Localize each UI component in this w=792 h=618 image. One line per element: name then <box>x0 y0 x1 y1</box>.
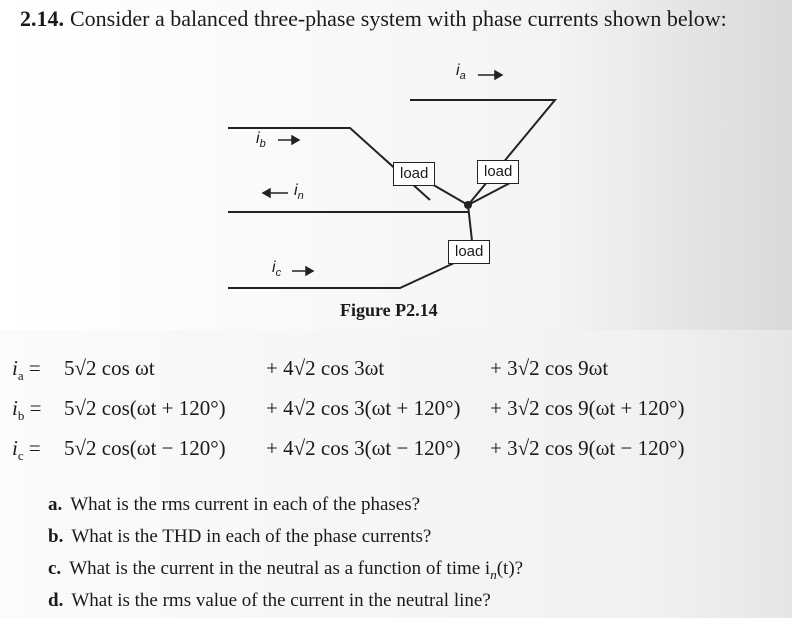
question-c-text: What is the current in the neutral as a function of time i <box>69 558 491 579</box>
current-label-ia: $i_a$ <box>456 62 466 83</box>
current-label-ia-sub: a <box>459 70 466 83</box>
equation-ic-sub: c <box>17 448 24 464</box>
equation-ib: $i_b$ = 5√2 cos(ωt + 120°) + 4√2 cos 3(ωt + 120°) + 3√2 cos 9(ωt + 120°) <box>12 396 685 424</box>
question-c-letter: c. <box>48 558 62 579</box>
current-label-in-sub: n <box>297 190 304 203</box>
arrow-ic-head <box>306 267 313 275</box>
wire-phase-a <box>410 100 555 205</box>
equation-ib-term3: + 3√2 cos 9(ωt + 120°) <box>490 396 685 420</box>
wire-star-c <box>468 205 472 241</box>
wire-star-a <box>468 183 510 205</box>
equation-ia-term2: + 4√2 cos 3ωt <box>266 356 385 380</box>
question-d-letter: d. <box>48 590 64 611</box>
load-box-a: load <box>477 160 519 184</box>
current-label-in: $i_n$ <box>294 182 304 203</box>
question-c-tail: (t)? <box>496 558 524 579</box>
wire-phase-c <box>228 258 465 288</box>
question-c <box>48 558 523 583</box>
equation-ia-sub: a <box>17 368 24 384</box>
star-point <box>464 201 472 209</box>
arrow-ib-head <box>292 136 299 144</box>
arrow-ia-head <box>495 71 502 79</box>
question-b-letter: b. <box>48 526 64 547</box>
arrow-in-head <box>263 189 270 197</box>
equation-ic-term2: + 4√2 cos 3(ωt − 120°) <box>266 436 461 460</box>
question-d <box>48 590 491 612</box>
equation-ia-term3: + 3√2 cos 9ωt <box>490 356 609 380</box>
equation-ic-term3: + 3√2 cos 9(ωt − 120°) <box>490 436 685 460</box>
question-a-letter: a. <box>48 494 63 515</box>
question-a <box>48 494 420 516</box>
current-label-ib: $i_b$ <box>256 130 266 151</box>
problem-statement: Consider a balanced three-phase system with phase currents shown below: <box>70 6 727 31</box>
question-a-text: What is the rms current in each of the phases? <box>70 494 421 515</box>
equation-ic: $i_c$ = 5√2 cos(ωt − 120°) + 4√2 cos 3(ωt − 120°) + 3√2 cos 9(ωt − 120°) <box>12 436 685 464</box>
equation-ia-term1: 5√2 cos ωt <box>64 356 155 380</box>
load-box-c: load <box>448 240 490 264</box>
current-label-ic: $i_c$ <box>272 259 282 280</box>
wire-star-b <box>430 183 468 205</box>
question-b <box>48 526 431 548</box>
equation-ia: $i_a$ = 5√2 cos ωt + 4√2 cos 3ωt + 3√2 cos 9ωt <box>12 356 609 384</box>
question-b-text: What is the THD in each of the phase currents? <box>71 526 432 547</box>
question-d-text: What is the rms value of the current in the neutral line? <box>71 590 491 611</box>
current-label-ic-sub: c <box>275 267 282 280</box>
current-label-ib-sub: b <box>259 138 266 151</box>
equation-ib-term2: + 4√2 cos 3(ωt + 120°) <box>266 396 461 420</box>
equation-ib-term1: 5√2 cos(ωt + 120°) <box>64 396 226 420</box>
equation-ic-term1: 5√2 cos(ωt − 120°) <box>64 436 226 460</box>
load-box-b: load <box>393 162 435 186</box>
equation-ib-sub: b <box>17 408 25 424</box>
figure-caption: Figure P2.14 <box>340 300 438 320</box>
question-c-sub: n <box>490 566 497 582</box>
problem-number: 2.14. <box>20 6 64 31</box>
